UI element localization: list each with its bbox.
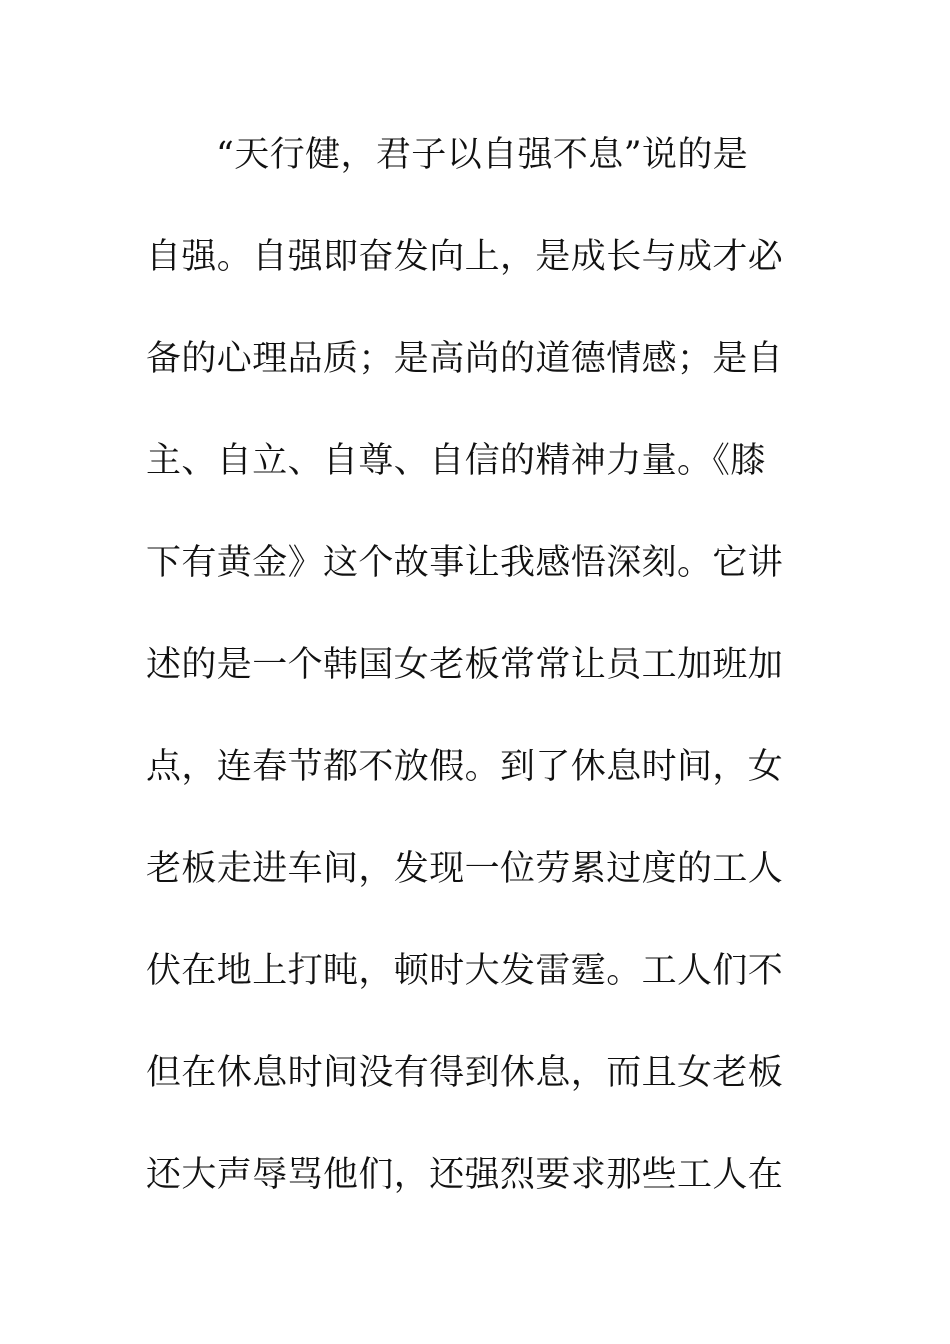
text-line: 还大声辱骂他们，还强烈要求那些工人在 (146, 1155, 784, 1195)
text-line: 主、自立、自尊、自信的精神力量。《膝 (146, 441, 766, 481)
text-line: 伏在地上打盹，顿时大发雷霆。工人们不 (146, 951, 784, 991)
text-line: “天行健，君子以自强不息”说的是 (216, 135, 749, 175)
text-line: 但在休息时间没有得到休息，而且女老板 (146, 1053, 784, 1093)
text-line: 备的心理品质；是高尚的道德情感；是自 (146, 339, 784, 379)
text-line: 自强。自强即奋发向上，是成长与成才必 (146, 237, 784, 277)
text-line: 点，连春节都不放假。到了休息时间，女 (146, 747, 784, 787)
text-line: 老板走进车间，发现一位劳累过度的工人 (146, 849, 784, 889)
text-line: 述的是一个韩国女老板常常让员工加班加 (146, 645, 784, 685)
paragraph (146, 124, 786, 1246)
text-line: 下有黄金》这个故事让我感悟深刻。它讲 (146, 543, 784, 583)
